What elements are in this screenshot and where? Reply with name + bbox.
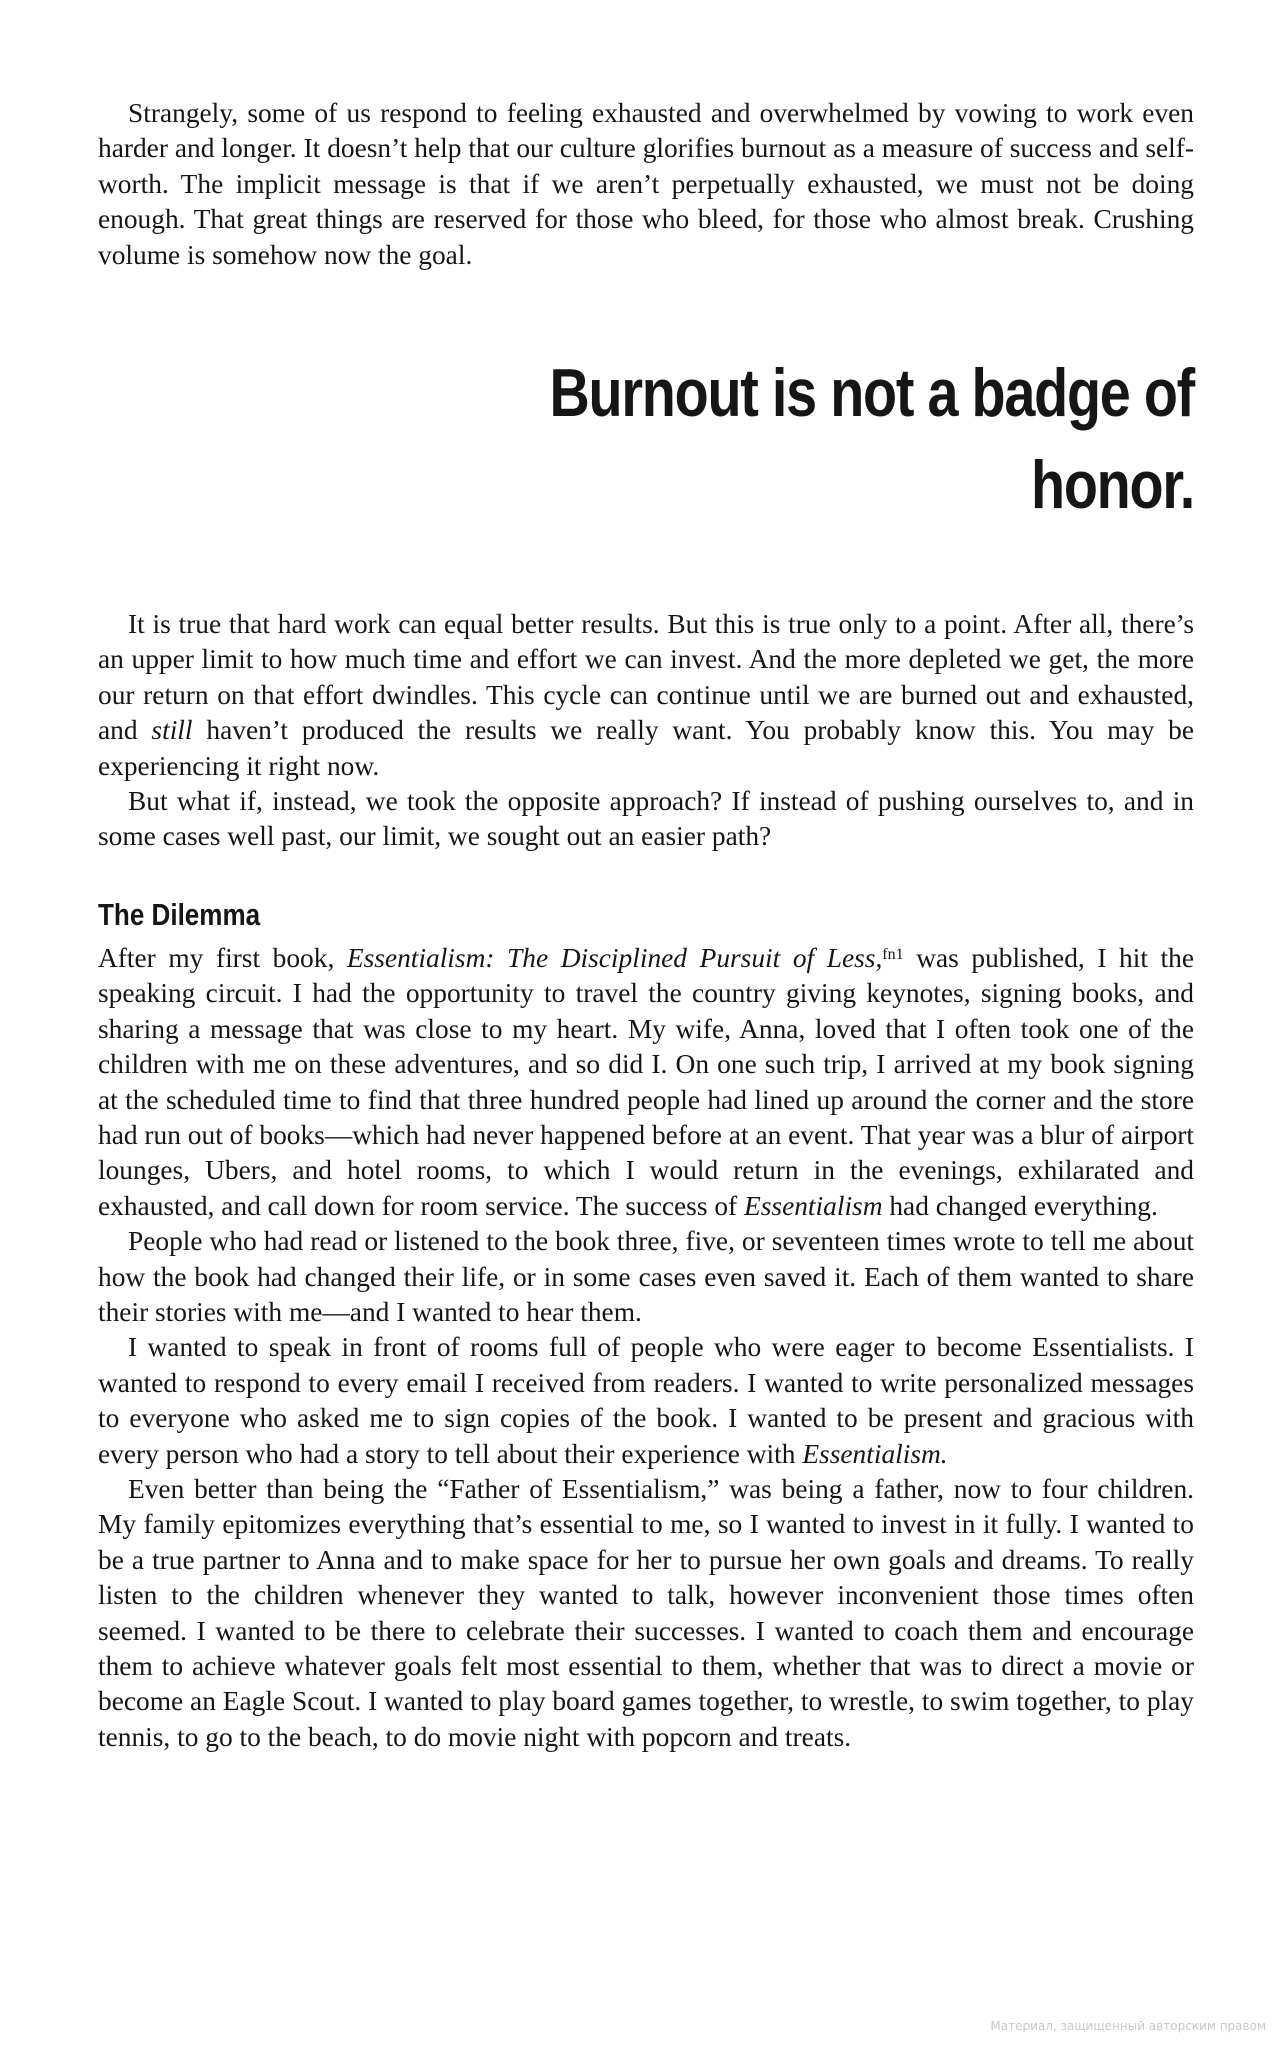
pull-quote-line-2: honor.: [1031, 447, 1194, 524]
body-text: I wanted to speak in front of rooms full of people who were eager to become Essentialists. I wanted to respond to every email I received from readers. I wanted to write personalized messages to everyone who asked me to sign copies of the book. I wanted to be present and gracious with every person who had a story to tell about their experience with: [98, 1332, 1194, 1469]
pull-quote-line-1: Burnout is not a badge of: [549, 355, 1194, 432]
body-paragraph-hard-work: [98, 607, 1194, 784]
book-title: Essentialism: The Disciplined Pursuit of Less: [346, 942, 876, 973]
body-paragraph-opposite-approach: But what if, instead, we took the opposite approach? If instead of pushing ourselves to, and in some cases well past, our limit, we sought out an easier path?: [98, 786, 1194, 852]
section-heading: The Dilemma: [98, 896, 261, 932]
section-heading-wrap: [98, 855, 1194, 941]
book-title-short: Essentialism: [744, 1190, 883, 1221]
emphasis-still: still: [151, 715, 193, 746]
book-page: [98, 96, 1194, 1755]
body-text: After my first book,: [98, 942, 347, 973]
dilemma-paragraph-first-book: [98, 941, 1194, 1224]
copyright-watermark: Материал, защищенный авторским правом: [990, 2019, 1266, 2033]
footnote-link[interactable]: fn1: [882, 945, 904, 963]
intro-paragraph: Strangely, some of us respond to feeling exhausted and overwhelmed by vowing to work even harder and longer. It doesn’t help that our culture glorifies burnout as a measure of success and self-worth. The implicit message is that if we aren’t perpetually exhausted, we must not be doing enough. That great things are reserved for those who bleed, for those who almost break. Crushing volume is somehow now the goal.: [98, 98, 1194, 270]
body-text: It is true that hard work can equal better results. But this is true only to a point. After all, there’s an upper limit to how much time and effort we can invest. And the more depleted we get, the more our return on that effort dwindles. This cycle can continue until we are burned out and exhausted, and: [98, 609, 1194, 746]
dilemma-paragraph-family: Even better than being the “Father of Essentialism,” was being a father, now to four children. My family epitomizes everything that’s essential to me, so I wanted to invest in it fully. I wanted to be a true partner to Anna and to make space for her to pursue her own goals and dreams. To really listen to the children whenever they wanted to talk, however inconvenient those times often seemed. I wanted to be there to celebrate their successes. I wanted to coach them and encourage them to achieve whatever goals felt most essential to them, whether that was to direct a movie or become an Eagle Scout. I wanted to play board games together, to wrestle, to swim together, to play tennis, to go to the beach, to do movie night with popcorn and treats.: [98, 1473, 1194, 1752]
book-title-short: Essentialism.: [802, 1438, 948, 1469]
body-text: was published, I hit the speaking circuit. I had the opportunity to travel the country giving keynotes, signing books, and sharing a message that was close to my heart. My wife, Anna, loved that I often took one of the children with me on these adventures, and so did I. On one such trip, I arrived at my book signing at the scheduled time to find that three hundred people had lined up around the corner and the store had run out of books—which had never happened before at an event. That year was a blur of airport lounges, Ubers, and hotel rooms, to which I would return in the evenings, exhilarated and exhausted, and call down for room service. The success of: [98, 942, 1194, 1221]
dilemma-paragraph-readers: People who had read or listened to the book three, five, or seventeen times wrote to tell me about how the book had changed their life, or in some cases even saved it. Each of them wanted to share their stories with me—and I wanted to hear them.: [98, 1226, 1194, 1327]
dilemma-paragraph-wanted: [98, 1330, 1194, 1472]
body-text: haven’t produced the results we really want. You probably know this. You may be experiencing it right now.: [98, 715, 1194, 781]
comma: ,: [875, 942, 883, 973]
body-text: had changed everything.: [882, 1190, 1158, 1221]
pull-quote: [295, 347, 1194, 531]
